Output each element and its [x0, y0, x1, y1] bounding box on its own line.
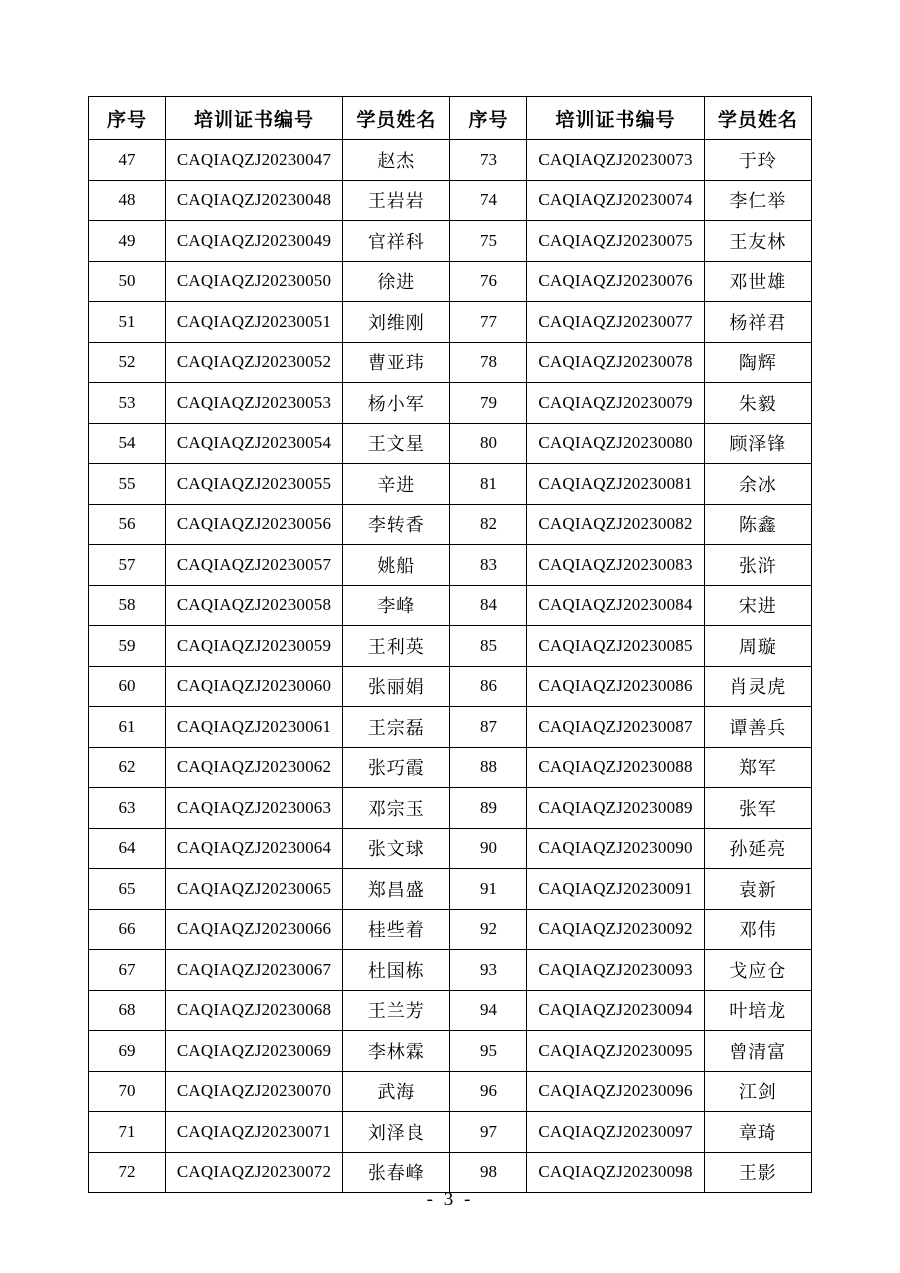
cell-index-right: 81: [450, 464, 527, 505]
cell-name-left: 张文球: [343, 828, 450, 869]
column-header-certificate-left: 培训证书编号: [165, 97, 342, 140]
cell-name-right: 谭善兵: [704, 707, 811, 748]
cell-certificate-left: CAQIAQZJ20230048: [165, 180, 342, 221]
cell-index-right: 77: [450, 302, 527, 343]
cell-certificate-right: CAQIAQZJ20230085: [527, 626, 704, 667]
cell-name-left: 赵杰: [343, 140, 450, 181]
cell-name-left: 王宗磊: [343, 707, 450, 748]
cell-name-left: 杜国栋: [343, 950, 450, 991]
cell-certificate-left: CAQIAQZJ20230062: [165, 747, 342, 788]
cell-index-right: 98: [450, 1152, 527, 1193]
column-header-name-right: 学员姓名: [704, 97, 811, 140]
cell-index-right: 73: [450, 140, 527, 181]
table-row: [89, 383, 812, 424]
cell-name-right: 李仁举: [704, 180, 811, 221]
table-row: [89, 747, 812, 788]
cell-index-left: 50: [89, 261, 166, 302]
cell-name-left: 辛进: [343, 464, 450, 505]
cell-name-right: 宋进: [704, 585, 811, 626]
cell-index-left: 61: [89, 707, 166, 748]
cell-certificate-left: CAQIAQZJ20230068: [165, 990, 342, 1031]
cell-name-left: 王兰芳: [343, 990, 450, 1031]
cell-name-left: 张巧霞: [343, 747, 450, 788]
table-row: [89, 666, 812, 707]
table-row: [89, 626, 812, 667]
cell-index-left: 48: [89, 180, 166, 221]
table-row: [89, 464, 812, 505]
cell-index-left: 52: [89, 342, 166, 383]
cell-index-left: 57: [89, 545, 166, 586]
column-header-certificate-right: 培训证书编号: [527, 97, 704, 140]
cell-index-left: 68: [89, 990, 166, 1031]
cell-name-right: 叶培龙: [704, 990, 811, 1031]
cell-name-left: 徐进: [343, 261, 450, 302]
cell-name-left: 姚船: [343, 545, 450, 586]
cell-index-right: 92: [450, 909, 527, 950]
cell-certificate-left: CAQIAQZJ20230061: [165, 707, 342, 748]
cell-index-left: 54: [89, 423, 166, 464]
cell-name-left: 桂些着: [343, 909, 450, 950]
cell-name-left: 王岩岩: [343, 180, 450, 221]
cell-certificate-right: CAQIAQZJ20230084: [527, 585, 704, 626]
cell-index-left: 51: [89, 302, 166, 343]
cell-certificate-left: CAQIAQZJ20230049: [165, 221, 342, 262]
table-header: [89, 97, 812, 140]
cell-index-right: 96: [450, 1071, 527, 1112]
cell-name-right: 戈应仓: [704, 950, 811, 991]
cell-certificate-right: CAQIAQZJ20230090: [527, 828, 704, 869]
table-row: [89, 504, 812, 545]
cell-name-left: 刘维刚: [343, 302, 450, 343]
table-body: [89, 140, 812, 1193]
cell-index-right: 88: [450, 747, 527, 788]
cell-certificate-left: CAQIAQZJ20230065: [165, 869, 342, 910]
table-row: [89, 545, 812, 586]
cell-index-right: 83: [450, 545, 527, 586]
cell-name-left: 杨小军: [343, 383, 450, 424]
cell-certificate-right: CAQIAQZJ20230083: [527, 545, 704, 586]
cell-name-right: 周璇: [704, 626, 811, 667]
cell-name-right: 顾泽锋: [704, 423, 811, 464]
cell-certificate-right: CAQIAQZJ20230089: [527, 788, 704, 829]
cell-index-right: 87: [450, 707, 527, 748]
cell-certificate-right: CAQIAQZJ20230098: [527, 1152, 704, 1193]
cell-name-right: 陈鑫: [704, 504, 811, 545]
cell-name-right: 陶辉: [704, 342, 811, 383]
cell-index-right: 84: [450, 585, 527, 626]
cell-certificate-right: CAQIAQZJ20230097: [527, 1112, 704, 1153]
cell-certificate-right: CAQIAQZJ20230093: [527, 950, 704, 991]
cell-certificate-left: CAQIAQZJ20230056: [165, 504, 342, 545]
table-row: [89, 828, 812, 869]
cell-index-left: 49: [89, 221, 166, 262]
cell-name-right: 王影: [704, 1152, 811, 1193]
table-row: [89, 1112, 812, 1153]
cell-index-left: 64: [89, 828, 166, 869]
cell-certificate-left: CAQIAQZJ20230050: [165, 261, 342, 302]
cell-name-left: 李转香: [343, 504, 450, 545]
cell-index-left: 66: [89, 909, 166, 950]
cell-name-right: 袁新: [704, 869, 811, 910]
cell-certificate-left: CAQIAQZJ20230058: [165, 585, 342, 626]
cell-certificate-left: CAQIAQZJ20230051: [165, 302, 342, 343]
cell-index-left: 63: [89, 788, 166, 829]
cell-name-right: 邓世雄: [704, 261, 811, 302]
cell-name-left: 曹亚玮: [343, 342, 450, 383]
cell-index-left: 65: [89, 869, 166, 910]
cell-certificate-right: CAQIAQZJ20230092: [527, 909, 704, 950]
cell-certificate-right: CAQIAQZJ20230073: [527, 140, 704, 181]
cell-name-left: 刘泽良: [343, 1112, 450, 1153]
cell-name-right: 朱毅: [704, 383, 811, 424]
cell-index-left: 53: [89, 383, 166, 424]
cell-certificate-left: CAQIAQZJ20230047: [165, 140, 342, 181]
cell-name-right: 孙延亮: [704, 828, 811, 869]
cell-certificate-left: CAQIAQZJ20230060: [165, 666, 342, 707]
cell-name-left: 郑昌盛: [343, 869, 450, 910]
cell-name-left: 张春峰: [343, 1152, 450, 1193]
table-row: [89, 1152, 812, 1193]
cell-index-left: 62: [89, 747, 166, 788]
cell-name-right: 张浒: [704, 545, 811, 586]
cell-certificate-right: CAQIAQZJ20230082: [527, 504, 704, 545]
cell-certificate-right: CAQIAQZJ20230080: [527, 423, 704, 464]
trainee-certificate-table: [88, 96, 812, 1193]
table-row: [89, 990, 812, 1031]
cell-index-right: 74: [450, 180, 527, 221]
table-row: [89, 950, 812, 991]
cell-index-right: 80: [450, 423, 527, 464]
cell-certificate-left: CAQIAQZJ20230072: [165, 1152, 342, 1193]
table-row: [89, 180, 812, 221]
cell-index-right: 97: [450, 1112, 527, 1153]
cell-certificate-left: CAQIAQZJ20230071: [165, 1112, 342, 1153]
cell-index-right: 90: [450, 828, 527, 869]
cell-certificate-right: CAQIAQZJ20230086: [527, 666, 704, 707]
cell-name-right: 王友林: [704, 221, 811, 262]
cell-certificate-right: CAQIAQZJ20230095: [527, 1031, 704, 1072]
cell-name-right: 张军: [704, 788, 811, 829]
cell-certificate-right: CAQIAQZJ20230076: [527, 261, 704, 302]
cell-index-right: 93: [450, 950, 527, 991]
cell-certificate-right: CAQIAQZJ20230079: [527, 383, 704, 424]
column-header-index-right: 序号: [450, 97, 527, 140]
cell-certificate-right: CAQIAQZJ20230096: [527, 1071, 704, 1112]
cell-name-right: 邓伟: [704, 909, 811, 950]
cell-certificate-left: CAQIAQZJ20230055: [165, 464, 342, 505]
cell-index-left: 59: [89, 626, 166, 667]
cell-index-right: 91: [450, 869, 527, 910]
cell-certificate-left: CAQIAQZJ20230067: [165, 950, 342, 991]
cell-certificate-right: CAQIAQZJ20230081: [527, 464, 704, 505]
cell-certificate-left: CAQIAQZJ20230063: [165, 788, 342, 829]
cell-index-left: 70: [89, 1071, 166, 1112]
cell-certificate-right: CAQIAQZJ20230091: [527, 869, 704, 910]
cell-certificate-right: CAQIAQZJ20230087: [527, 707, 704, 748]
cell-index-left: 69: [89, 1031, 166, 1072]
cell-certificate-left: CAQIAQZJ20230054: [165, 423, 342, 464]
cell-name-left: 李峰: [343, 585, 450, 626]
cell-index-right: 86: [450, 666, 527, 707]
cell-name-right: 曾清富: [704, 1031, 811, 1072]
cell-index-left: 55: [89, 464, 166, 505]
cell-name-left: 邓宗玉: [343, 788, 450, 829]
column-header-name-left: 学员姓名: [343, 97, 450, 140]
page-number: - 3 -: [426, 1189, 474, 1210]
cell-certificate-left: CAQIAQZJ20230052: [165, 342, 342, 383]
cell-certificate-right: CAQIAQZJ20230088: [527, 747, 704, 788]
table-row: [89, 585, 812, 626]
table-row: [89, 1031, 812, 1072]
cell-index-right: 89: [450, 788, 527, 829]
cell-name-left: 官祥科: [343, 221, 450, 262]
cell-certificate-right: CAQIAQZJ20230075: [527, 221, 704, 262]
table-row: [89, 707, 812, 748]
cell-index-left: 60: [89, 666, 166, 707]
cell-index-left: 71: [89, 1112, 166, 1153]
cell-name-right: 郑军: [704, 747, 811, 788]
cell-index-right: 76: [450, 261, 527, 302]
cell-name-left: 王文星: [343, 423, 450, 464]
cell-name-left: 李林霖: [343, 1031, 450, 1072]
cell-index-left: 47: [89, 140, 166, 181]
table-row: [89, 423, 812, 464]
cell-name-right: 杨祥君: [704, 302, 811, 343]
cell-certificate-left: CAQIAQZJ20230064: [165, 828, 342, 869]
cell-name-right: 肖灵虎: [704, 666, 811, 707]
cell-certificate-left: CAQIAQZJ20230053: [165, 383, 342, 424]
cell-certificate-right: CAQIAQZJ20230094: [527, 990, 704, 1031]
cell-certificate-left: CAQIAQZJ20230069: [165, 1031, 342, 1072]
cell-name-right: 江剑: [704, 1071, 811, 1112]
cell-index-right: 94: [450, 990, 527, 1031]
cell-certificate-left: CAQIAQZJ20230059: [165, 626, 342, 667]
cell-index-right: 82: [450, 504, 527, 545]
table-row: [89, 261, 812, 302]
cell-name-right: 章琦: [704, 1112, 811, 1153]
cell-certificate-left: CAQIAQZJ20230066: [165, 909, 342, 950]
cell-certificate-left: CAQIAQZJ20230057: [165, 545, 342, 586]
table-row: [89, 302, 812, 343]
table-row: [89, 788, 812, 829]
column-header-index-left: 序号: [89, 97, 166, 140]
table-row: [89, 140, 812, 181]
table-header-row: [89, 97, 812, 140]
table-row: [89, 1071, 812, 1112]
cell-name-left: 武海: [343, 1071, 450, 1112]
cell-index-left: 56: [89, 504, 166, 545]
cell-certificate-right: CAQIAQZJ20230078: [527, 342, 704, 383]
cell-name-right: 于玲: [704, 140, 811, 181]
table-row: [89, 909, 812, 950]
cell-certificate-right: CAQIAQZJ20230074: [527, 180, 704, 221]
cell-name-left: 王利英: [343, 626, 450, 667]
cell-index-right: 75: [450, 221, 527, 262]
cell-index-right: 95: [450, 1031, 527, 1072]
cell-certificate-left: CAQIAQZJ20230070: [165, 1071, 342, 1112]
cell-index-left: 58: [89, 585, 166, 626]
cell-name-left: 张丽娟: [343, 666, 450, 707]
cell-index-left: 72: [89, 1152, 166, 1193]
cell-index-left: 67: [89, 950, 166, 991]
table-row: [89, 342, 812, 383]
cell-index-right: 79: [450, 383, 527, 424]
cell-index-right: 78: [450, 342, 527, 383]
table-row: [89, 221, 812, 262]
cell-certificate-right: CAQIAQZJ20230077: [527, 302, 704, 343]
cell-name-right: 余冰: [704, 464, 811, 505]
cell-index-right: 85: [450, 626, 527, 667]
table-row: [89, 869, 812, 910]
